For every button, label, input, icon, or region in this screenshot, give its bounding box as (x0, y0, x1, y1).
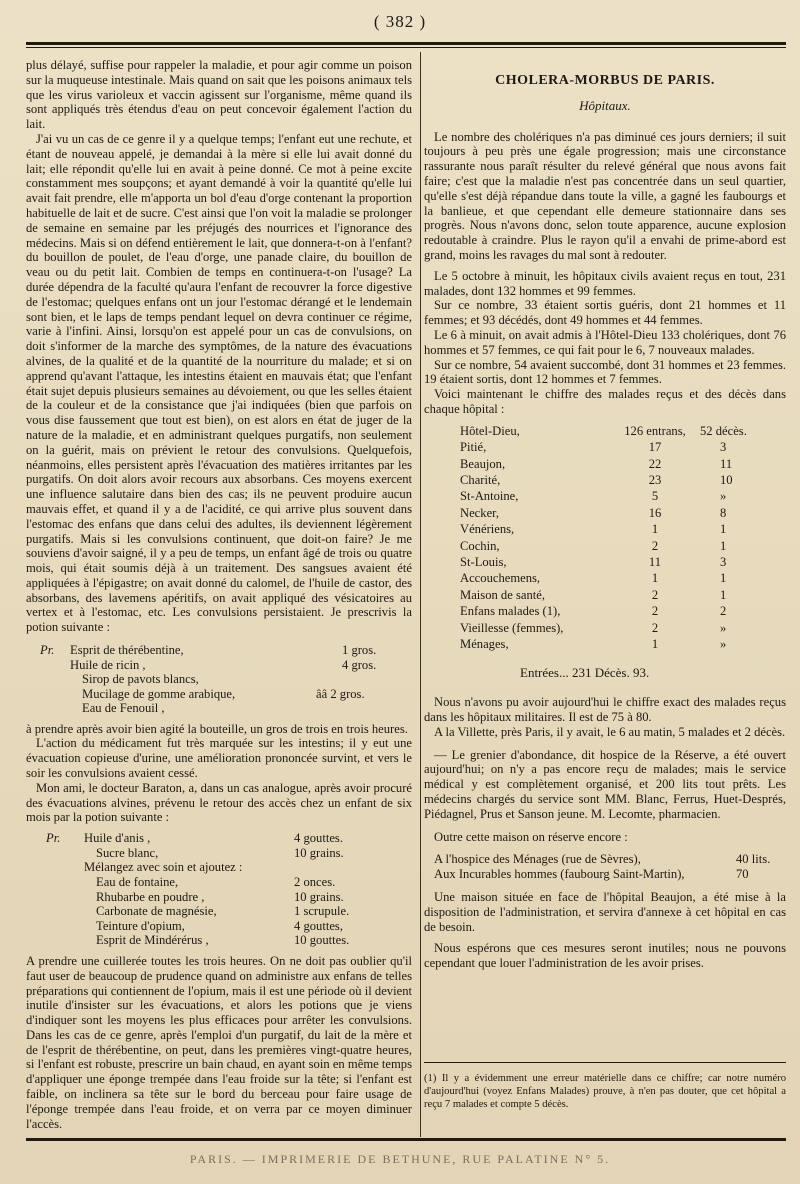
hospital-name: Pitié, (460, 440, 487, 455)
hospital-name: Beaujon, (460, 456, 506, 471)
ingredient: Carbonate de magnésie, (96, 904, 217, 919)
hospital-entries: 2 (651, 620, 659, 635)
hospital-deaths: 1 (720, 571, 727, 586)
hospital-entries: 5 (651, 489, 659, 504)
institution-name: A l'hospice des Ménages (rue de Sèvres), (434, 852, 641, 867)
hospital-deaths: 1 (720, 522, 727, 537)
hospital-name: St-Antoine, (460, 489, 519, 504)
hospital-deaths: » (720, 637, 727, 652)
bed-count: 70 (736, 867, 749, 882)
page-number: ( 382 ) (373, 12, 427, 31)
footnote: (1) Il y a évidemment une erreur matérielle dans ce chiffre; car notre numéro d'aujourd'hui (voyez Enfans Malades) prouve, à n'en pas douter, que cet hôpital a reçu 7 malades et compte 5 décès. (424, 1073, 786, 1110)
dose (342, 672, 412, 687)
dose: 10 grains. (294, 845, 344, 860)
hospital-deaths: » (720, 489, 727, 504)
hospital-entries: 2 (651, 587, 659, 602)
hospital-entries: 23 (648, 472, 662, 487)
hospital-entries: 1 (651, 522, 659, 537)
hospital-name: Necker, (460, 505, 499, 520)
column-divider (420, 52, 421, 1137)
ingredient: Teinture d'opium, (96, 918, 185, 933)
prescription-label: Pr. (46, 831, 61, 846)
header-rule-thick (26, 42, 786, 45)
hospital-name: Maison de santé, (460, 587, 545, 602)
ingredient: Mucilage de gomme arabique, (82, 686, 236, 701)
institution-name: Aux Incurables hommes (faubourg Saint-Martin), (434, 867, 685, 882)
hospital-name: Ménages, (460, 637, 509, 652)
hospital-deaths: 3 (720, 554, 727, 569)
dose: ââ 2 gros. (316, 686, 365, 701)
hospital-name: Cochin, (460, 538, 500, 553)
paragraph: Une maison située en face de l'hôpital Beaujon, a été mise à la disposition de l'administration, et servira d'annexe à cet hôpital en cas de besoin. (424, 890, 786, 934)
hospital-deaths: 8 (720, 505, 727, 520)
hospital-deaths: 52 décès. (700, 423, 747, 438)
dose: 2 onces. (294, 874, 336, 889)
hospital-entries: 2 (651, 604, 659, 619)
paragraph: plus délayé, suffise pour rappeler la maladie, et pour agir comme un poison sur la muqueuse intestinale. Mais quand on sait que les poisons animaux tels que les virus varioleux et vaccin agissent sur l'organisme, même quand ils sont appliqués très étendus d'eau on peut concevoir également l'action du lait. (26, 58, 412, 132)
paragraph: A la Villette, près Paris, il y avait, le 6 au matin, 5 malades et 2 décès. (434, 724, 786, 739)
hospital-entries: 2 (651, 538, 659, 553)
paragraph: J'ai vu un cas de ce genre il y a quelque temps; l'enfant eut une rechute, et étant de nouveau appelé, je demandai à la mère si elle lui avait donné du lait; elle répondit qu'elle lui en avait à peine donné. Ce mot à peine excite constamment mes soupçons; et ayant demandé à voir la quantité qu'elle lui avait fait prendre, elle m'apporta un bol d'eau d'orge contenant la proportion habituelle de lait et de sucre. C'est ainsi que l'on voit la maladie se prolonger de semaine en semaine par les préjugés des nourrices et l'ignorance des médecins. Mais si on défend entièrement le lait, que donnera-t-on à l'enfant? du bouillon de poulet, de l'eau d'orge, une panade claire, du bouillon de veau ou du petit lait. Combien de temps en continuera-t-on l'usage? La durée dépendra de la faculté qu'aura l'enfant de recouvrer la force digestive de l'estomac; quelques enfans ont un jour l'estomac dérangé et le lendemain sont bien, et le laps de temps pendant lequel on devra continuer ce régime, varie à l'infini. Ainsi, lorsqu'on est appelé pour un cas de convulsions, on doit s'informer de la marche des symptômes, de la nature des évacuations alvines, de la qualité et de la quantité de la nourriture du malade; et si on apprend qu'avant l'attaque, les intestins étaient en mauvais état; que l'enfant était sujet depuis plusieurs semaines au dévoiement, ou que les selles étaient de la couleur et de la consistance que j'ai indiquées (bien que parfois on vous dise faussement que tout est bien), on est alors en état de juger de la nature de la maladie, et en administrant quelques purgatifs, non seulement on la guérit, mais on prévient le retour des convulsions. Quelquefois, néanmoins, elles persistent après l'évacuation des matières irritantes par les purgatifs. On doit alors avoir recours aux absorbans. Ces moyens exercent une influence salutaire dans bien des cas; ils ne peuvent produire aucun mauvais effet, et quand il y a de l'acidité, ce qui arrive plus souvent dans l'estomac des enfans que dans celui des adultes, ils deviennent légèrement purgatifs. Mais si les convulsions continuent, que doit-on faire? Je me souviens d'avoir saigné, il y a peu de temps, un enfant âgé de trois ou quatre mois, qui était soumis déjà à un traitement. Des sangsues avaient été appliquées à l'épigastre; on avait donné du calomel, de l'huile de castor, des absorbans, des lavemens apéritifs, on avait appliqué des vésicatoires au vertex et à l'estomac, etc. Les convulsions persistaient. Je prescrivis la potion suivante : (26, 131, 412, 635)
dose: 4 gouttes. (294, 831, 343, 846)
paragraph: Sur ce nombre, 33 étaient sortis guéris, dont 21 hommes et 11 femmes; et 93 décédés, dont 49 hommes et 44 femmes. (424, 298, 786, 328)
hospital-name: Accouchemens, (460, 571, 541, 586)
prescription-2 (46, 831, 412, 948)
paragraph: Nous espérons que ces mesures seront inutiles; nous ne pouvons cependant que louer l'administration de les avoir prises. (424, 940, 786, 970)
paragraph: Mon ami, le docteur Baraton, a, dans un cas analogue, après avoir procuré des évacuations alvines, prévenu le retour des accès chez un enfant de six mois par la potion suivante : (26, 780, 412, 825)
ingredient: Huile d'anis , (84, 831, 151, 846)
ingredient: Huile de ricin , (70, 657, 146, 672)
prescription-1 (40, 643, 412, 716)
paragraph: A prendre une cuillerée toutes les trois heures. On ne doit pas oublier qu'il faut user de beaucoup de prudence quand on administre aux enfans de telles préparations qui contiennent de l'opium, mais il est une période où il devient inutile d'insister sur les évacuations, et alors les potions que je viens d'indiquer sont les moyens les plus efficaces pour arrêter les convulsions. Dans les cas de ce genre, après l'emploi d'un purgatif, du lait de la mère et de l'esprit de thérébentine, on peut, dans les premières vingt-quatre heures, si l'enfant est robuste, prescrire un bain chaud, en ayant soin en même temps d'appliquer une éponge trempée dans l'eau froide sur la tête; si l'enfant est faible, on inclinera sa tête sur le bord du berceau pour faire usage de l'éponge trempée dans l'eau froide, et on verra par ce moyen diminuer l'accès. (26, 953, 412, 1131)
paragraph: L'action du médicament fut très marquée sur les intestins; il y eut une évacuation copieuse d'urine, une amélioration prononcée survint, et vers le soir les convulsions avaient cessé. (26, 736, 412, 780)
hospital-deaths: » (720, 620, 727, 635)
hospital-entries: 1 (651, 637, 659, 652)
ingredient: Eau de Fenouil , (82, 701, 165, 716)
hospital-name: Vieillesse (femmes), (460, 620, 564, 635)
hospital-entries: 22 (648, 456, 662, 471)
paragraph: Le nombre des cholériques n'a pas diminué ces jours derniers; il suit toujours à peu près une égale progression; mais une circonstance rassurante nous paraît résulter du relevé général que nous avons fait faire; c'est que la maladie n'est pas concentrée dans un seul quartier, qu'elle s'est déjà répandue dans toute la ville, a gagné les faubourgs et la banlieue, et que cependant elle demeure stationnaire dans ses progrès. Nous n'avons donc, selon toute apparence, aucune explosion redoutable à craindre. Plus le rayon qu'il a envahi de prime-abord est grand, moins les ravages du mal sont à redouter. (424, 129, 786, 262)
printer-imprint: PARIS. — IMPRIMERIE DE BETHUNE, RUE PALATINE N° 5. (189, 1152, 611, 1166)
right-column (424, 58, 786, 970)
hospital-deaths: 3 (720, 440, 727, 455)
hospital-entries: 126 entrans, (624, 423, 686, 438)
dose: 10 gouttes. (294, 933, 350, 948)
hospital-name: Hôtel-Dieu, (460, 423, 520, 438)
reserved-beds (434, 852, 786, 882)
hospital-name: St-Louis, (460, 554, 507, 569)
dose: 4 gouttes, (294, 918, 343, 933)
ingredient: Esprit de thérébentine, (70, 643, 184, 658)
footer-rule (26, 1138, 786, 1141)
dose: 4 gros. (342, 657, 377, 672)
ingredient: Sucre blanc, (96, 845, 159, 860)
hospital-deaths: 10 (720, 472, 733, 487)
paragraph: Voici maintenant le chiffre des malades reçus et des décès dans chaque hôpital : (424, 387, 786, 416)
dose (342, 701, 412, 716)
hospital-entries: 16 (648, 505, 662, 520)
prescription-label: Pr. (40, 643, 55, 658)
paragraph: Le 5 octobre à minuit, les hôpitaux civils avaient reçus en tout, 231 malades, dont 132 hommes et 99 femmes. (424, 268, 786, 298)
dose (294, 860, 412, 875)
hospital-name: Vénériens, (460, 522, 515, 537)
paragraph: à prendre après avoir bien agité la bouteille, un gros de trois en trois heures. (26, 721, 408, 736)
hospital-deaths: 1 (720, 538, 727, 553)
paragraph: Nous n'avons pu avoir aujourd'hui le chiffre exact des malades reçus dans les hôpitaux militaires. Il est de 75 à 80. (424, 695, 786, 725)
hospital-entries: 17 (648, 440, 662, 455)
hospital-entries: 1 (651, 571, 659, 586)
dose: 10 grains. (294, 889, 344, 904)
left-column (26, 58, 412, 1131)
hospital-name: Enfans malades (1), (460, 604, 561, 619)
paragraph: — Le grenier d'abondance, dit hospice de la Réserve, a été ouvert aujourd'hui; on n'y a pas encore reçu de malades; mais le service médical y est complètement organisé, et 200 lits tout prêts. Les médecins chargés du service sont MM. Blanc, Ferrus, Huet-Després, Piédagnel, Prus et Sanson jeune. M. Lecomte, pharmacien. (424, 747, 786, 821)
hospital-deaths: 2 (720, 604, 727, 619)
totals-line: Entrées... 231 Décès. 93. (520, 665, 650, 681)
hospital-deaths: 11 (720, 456, 733, 471)
ingredient: Sirop de pavots blancs, (82, 672, 199, 687)
section-subtitle: Hôpitaux. (579, 97, 631, 113)
header-rule-thin (26, 47, 786, 48)
paragraph: Le 6 à minuit, on avait admis à l'Hôtel-Dieu 133 cholériques, dont 76 hommes et 57 femmes, ce qui fait pour le 6, 7 nouveaux malades. (424, 327, 786, 357)
paragraph: Sur ce nombre, 54 avaient succombé, dont 31 hommes et 23 femmes. 19 étaient sortis, dont 12 hommes et 7 femmes. (424, 357, 786, 387)
section-title: CHOLERA-MORBUS DE PARIS. (495, 73, 715, 88)
ingredient: Eau de fontaine, (96, 874, 179, 889)
hospital-deaths: 1 (720, 587, 727, 602)
dose: 1 scrupule. (294, 904, 350, 919)
hospital-entries: 11 (648, 554, 662, 569)
bed-count: 40 lits. (736, 852, 771, 867)
paragraph: Outre cette maison on réserve encore : (434, 829, 628, 844)
ingredient: Mélangez avec soin et ajoutez : (84, 860, 243, 875)
footnote-rule (424, 1062, 786, 1063)
dose: 1 gros. (342, 643, 377, 658)
ingredient: Esprit de Mindérérus , (96, 933, 209, 948)
hospital-table (460, 423, 786, 653)
hospital-name: Charité, (460, 472, 501, 487)
ingredient: Rhubarbe en poudre , (96, 889, 205, 904)
